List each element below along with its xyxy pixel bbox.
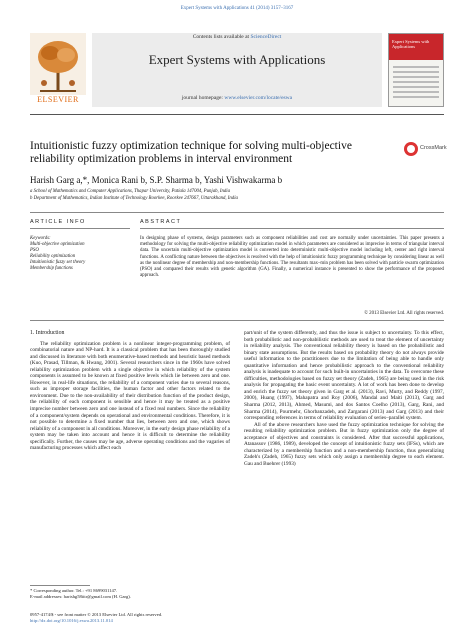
- abstract-header: ABSTRACT: [140, 219, 182, 225]
- footnote-divider: [30, 585, 90, 586]
- divider: [30, 212, 444, 213]
- divider: [30, 228, 130, 229]
- author-email[interactable]: E-mail addresses: harishg58iitr@gmail.com (H. Garg).: [30, 593, 131, 599]
- paragraph: part/unit of the system differently, and thus the issue is subject to uncertainty. To this effect, both probabilistic and non-probabilistic methods are used to treat the element of uncertainty in reliability analysis. The conventional reliability theory is based on the probabilistic and binary state assumptions. But the results based on probability theory do not always provide useful information to the practitioners due to the limitation of being able to handle only quantitative information and hence probabilistic approach to the conventional reliability analysis is inadequate to account for such built-in uncertainties in the data. To overcome these difficulties, methodologies based on fuzzy set theory (Zadeh, 1965) are being used in the risk analysis for propagating the basic event uncertainty. A lot of work has been done to develop and enrich the fuzzy set theory given in Garg et al. (2013), Ravi, Murty, and Reddy (1997, 2000), Huang (1997), Mahapatra and Roy (2006), Mandal and Maiti (2013), Garg and Sharma (2012, 2013), Ahmed, Masumi, and dos Santos Coelho (2013), Garg, Rani, and Sharma (2014), Pourmehr, Ghorbanzadeh, and Zargarani (2013) and Garg (2013) and their corresponding references in terms of reliability evaluation of series–parallel system.: [244, 330, 444, 422]
- contents-prefix: Contents lists available at: [192, 34, 251, 40]
- abstract-text: In designing phase of systems, design parameters such as component reliabilities and cost are normally under uncertainties. This paper presents a methodology for solving the multi-objective reliability optimization model in which parameters are considered as imprecise in terms of triangular interval data. The uncertain multi-objective optimization model is converted into deterministic multi-objective model including left, center and right interval functions. A conflicting nature between the objectives is resolved with the help of intuitionistic fuzzy programming technique by considering linear as well as the nonlinear degree of membership and non-membership functions. The resultants max–min problem has been solved with particle swarm optimization (PSO) and compared their results with genetic algorithm (GA). Finally, a numerical instance is presented to show the performance of the proposed approach.: [140, 236, 444, 279]
- keywords-block: [30, 236, 130, 272]
- paragraph: All of the above researchers have used the fuzzy optimization technique for solving the resulting reliability optimization problem. But in fuzzy optimization only the degree of acceptance of objectives and constraints is considered. After that successful applications, Atanassov (1986, 1989), developed the concept of intuitionistic fuzzy sets (IFSs), which are characterized by a membership function and a non-membership function, thus generalizing Zadeh's (Zadeh, 1965) fuzzy sets which only assign a membership degree to each element. Gau and Buehrer (1993): [244, 421, 444, 467]
- doi-link[interactable]: http://dx.doi.org/10.1016/j.eswa.2013.11.014: [30, 617, 113, 623]
- journal-homepage: [92, 95, 382, 101]
- footnote: [30, 588, 230, 600]
- abstract-copyright: © 2013 Elsevier Ltd. All rights reserved.: [364, 311, 444, 316]
- sciencedirect-link[interactable]: ScienceDirect: [250, 34, 282, 40]
- cover-lines: [393, 66, 439, 101]
- journal-citation[interactable]: Expert Systems with Applications 41 (2014) 3157–3167: [180, 6, 294, 11]
- homepage-prefix: journal homepage:: [181, 95, 225, 101]
- keyword: Intuitionistic fuzzy set theory: [30, 260, 86, 265]
- crossmark-label: CrossMark: [420, 145, 447, 151]
- article-meta: [30, 612, 230, 624]
- elsevier-tree-logo: [30, 33, 86, 95]
- keyword: Reliability optimization: [30, 254, 76, 259]
- homepage-link[interactable]: www.elsevier.com/locate/eswa: [224, 95, 293, 101]
- cover-title: Expert Systems with Applications: [392, 39, 430, 49]
- article-title: Intuitionistic fuzzy optimization technique for solving multi-objective reliability optimization problems in interval environment: [30, 140, 352, 165]
- keyword: PSO: [30, 248, 39, 253]
- keyword: Multi-objective optimization: [30, 242, 85, 247]
- article-info-header: ARTICLE INFO: [30, 219, 86, 225]
- author-list: Harish Garg a,*, Monica Rani b, S.P. Sharma b, Yashi Vishwakarma b: [30, 175, 283, 185]
- corresponding-author: * Corresponding author. Tel.: +91 8699031147.: [30, 588, 118, 593]
- divider: [30, 320, 444, 321]
- keywords-label: Keywords:: [30, 236, 51, 241]
- crossmark-badge[interactable]: [404, 142, 447, 162]
- body-left-column: [30, 330, 230, 452]
- divider: [140, 228, 444, 229]
- crossmark-icon: [404, 142, 418, 156]
- body-right-column: [244, 330, 444, 467]
- issn-line: 0957-4174/$ - see front matter © 2013 Elsevier Ltd. All rights reserved.: [30, 612, 163, 617]
- paragraph: The reliability optimization problem is a nonlinear integer-programming problem, of combinatorial nature and NP-hard. It is a classical problem that has been thoroughly studied and discussed in literature with both enumerative-based methods and heuristic based methods (Kuo, Prasad, Tillman, & Hwang, 2001). Several researchers since in the 1960s have solved reliability optimization problem with a single objective in which reliability of the system components is assumed to be known at fixed positive levels which lie between zero and one. However, in real-life situations, the reliability of a component varies due to several reasons, such as improper storage facilities, the human factor and other factors related to the environment. Due to the non-availability of their distribution function of the product design, the reliability of each component is sensible and hence it may be treated as a positive imprecise number between zero and one instead of a fixed real numbers. Since the reliability of a component/system depends on operational and environmental conditions. Therefore, it is not possible to determine a fixed number that lies, between zero and one, which shows reliability of a component in all conditions. Moreover, in the early design phase reliability of a system may be taken into account and hence it is difficult to determine the reliability specifically. Further, the causes may be age, adverse operating conditions and the vagaries of manufacturing processes which affect each: [30, 340, 230, 452]
- journal-name: Expert Systems with Applications: [148, 52, 326, 67]
- publisher-name: ELSEVIER: [37, 95, 79, 104]
- affiliation-a: a School of Mathematics and Computer Applications, Thapar University, Patiala 147004, Punjab, India: [30, 189, 231, 194]
- affiliation-b: b Department of Mathematics, Indian Institute of Technology Roorkee, Roorkee 247667, Uttarakhand, India: [30, 196, 238, 201]
- contents-line: [92, 34, 382, 40]
- journal-cover-thumbnail: [388, 33, 444, 107]
- section-heading: 1. Introduction: [30, 330, 65, 336]
- keyword: Membership functions: [30, 266, 73, 271]
